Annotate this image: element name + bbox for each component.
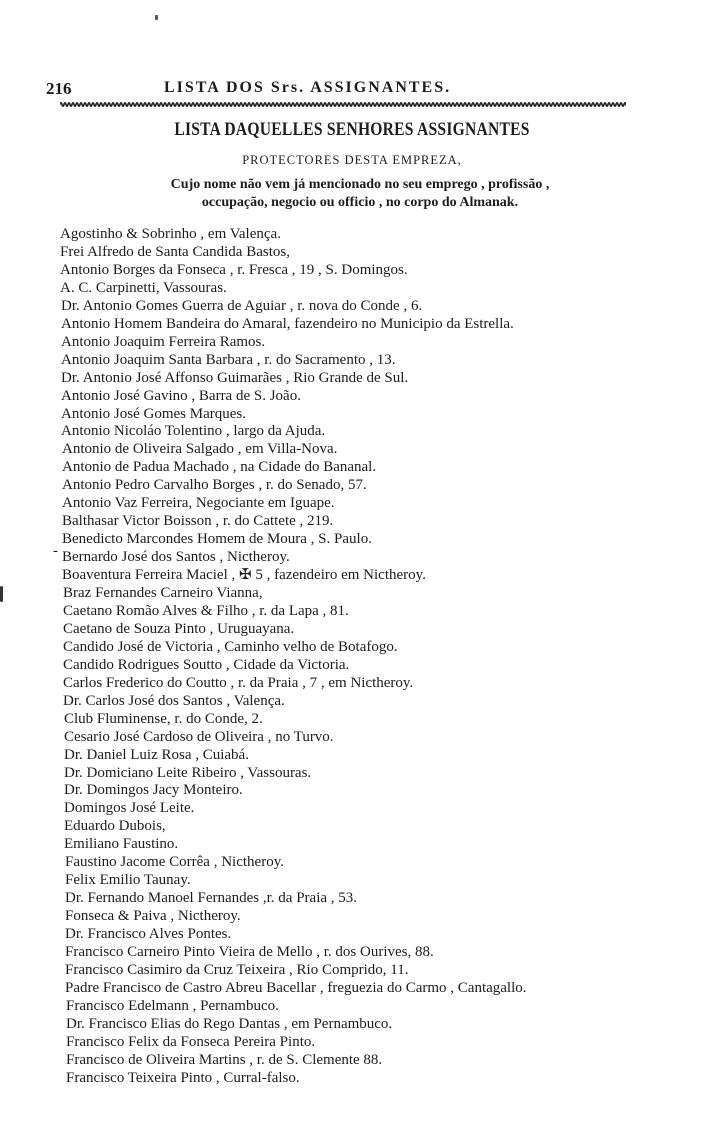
subscriber-entry: Candido José de Victoria , Caminho velho de Botafogo.: [63, 639, 398, 655]
subscriber-entry: Dr. Carlos José dos Santos , Valença.: [63, 693, 285, 709]
section-intro-line-1: Cujo nome não vem já mencionado no seu emprego , profissão ,: [170, 177, 550, 192]
subscriber-entry: Dr. Daniel Luiz Rosa , Cuiabá.: [64, 747, 249, 763]
subscriber-entry: Francisco Teixeira Pinto , Curral-falso.: [66, 1070, 300, 1086]
subscriber-entry: Dr. Domingos Jacy Monteiro.: [64, 782, 243, 798]
subscriber-entry: Fonseca & Paiva , Nictheroy.: [65, 908, 241, 924]
section-title: LISTA DAQUELLES SENHORES ASSIGNANTES: [174, 119, 530, 140]
subscriber-entry: Dr. Antonio Gomes Guerra de Aguiar , r. nova do Conde , 6.: [61, 298, 423, 314]
subscriber-entry: Dr. Fernando Manoel Fernandes ,r. da Praia , 53.: [65, 890, 358, 906]
subscriber-entry: Eduardo Dubois,: [64, 818, 166, 834]
subscriber-entry: Benedicto Marcondes Homem de Moura , S. Paulo.: [62, 531, 372, 547]
subscriber-entry: Francisco Edelmann , Pernambuco.: [66, 998, 279, 1014]
subscriber-entry: Antonio Pedro Carvalho Borges , r. do Senado, 57.: [62, 477, 367, 493]
subscriber-entry: Francisco Felix da Fonseca Pereira Pinto.: [66, 1034, 316, 1050]
running-title: LISTA DOS Srs. ASSIGNANTES.: [164, 79, 452, 96]
subscriber-entry: Candido Rodrigues Soutto , Cidade da Victoria.: [63, 657, 350, 673]
subscriber-entry: Dr. Domiciano Leite Ribeiro , Vassouras.: [64, 765, 312, 781]
subscriber-entry: Caetano de Souza Pinto , Uruguayana.: [63, 621, 295, 637]
section-subtitle: PROTECTORES DESTA EMPREZA,: [242, 153, 462, 167]
subscriber-entry: Felix Emilio Taunay.: [65, 872, 191, 888]
subscriber-entry: A. C. Carpinetti, Vassouras.: [60, 280, 227, 296]
subscriber-entry: Antonio Joaquim Santa Barbara , r. do Sacramento , 13.: [61, 352, 396, 368]
ornamental-rule-wave: [60, 101, 626, 108]
subscriber-entry: Agostinho & Sobrinho , em Valença.: [60, 226, 281, 242]
subscriber-entry: Domingos José Leite.: [64, 800, 195, 816]
subscriber-entry: Boaventura Ferreira Maciel , ✠ 5 , fazendeiro em Nictheroy.: [62, 567, 426, 583]
subscriber-entry: Dr. Francisco Elias do Rego Dantas , em Pernambuco.: [66, 1016, 393, 1032]
page-number: 216: [46, 79, 72, 98]
subscriber-entry: Braz Fernandes Carneiro Vianna,: [63, 585, 263, 601]
subscriber-entry: Carlos Frederico do Coutto , r. da Praia , 7 , em Nictheroy.: [63, 675, 414, 691]
subscriber-entry: Francisco Carneiro Pinto Vieira de Mello , r. dos Ourives, 88.: [65, 944, 434, 960]
subscriber-entry: Antonio José Gavino , Barra de S. João.: [61, 388, 301, 404]
ornamental-rule-path: [60, 103, 626, 107]
subscriber-entry: Bernardo José dos Santos , Nictheroy.: [62, 549, 290, 565]
subscriber-entry: Francisco Casimiro da Cruz Teixeira , Rio Comprido, 11.: [65, 962, 409, 978]
subscriber-entry: Cesario José Cardoso de Oliveira , no Turvo.: [64, 729, 334, 745]
subscriber-entry: Antonio de Oliveira Salgado , em Villa-Nova.: [62, 441, 338, 457]
subscriber-entry: Dr. Antonio José Affonso Guimarães , Rio Grande de Sul.: [61, 370, 409, 386]
ornamental-rule: [60, 101, 626, 108]
section-intro-line-2: occupação, negocio ou officio , no corpo do Almanak.: [201, 195, 519, 210]
subscriber-entry: Antonio Borges da Fonseca , r. Fresca , 19 , S. Domingos.: [60, 262, 408, 278]
subscriber-entry: Antonio José Gomes Marques.: [61, 406, 246, 422]
subscriber-entry: Antonio Homem Bandeira do Amaral, fazendeiro no Municipio da Estrella.: [61, 316, 514, 332]
ink-speck: [155, 15, 158, 20]
subscriber-entry: Padre Francisco de Castro Abreu Bacellar , freguezia do Carmo , Cantagallo.: [65, 980, 527, 996]
subscriber-list: [0, 225, 704, 1115]
subscriber-entry: Club Fluminense, r. do Conde, 2.: [64, 711, 263, 727]
subscriber-entry: Francisco de Oliveira Martins , r. de S. Clemente 88.: [66, 1052, 383, 1068]
margin-dash-mark: -: [53, 543, 58, 559]
subscriber-entry: Caetano Romão Alves & Filho , r. da Lapa , 81.: [63, 603, 349, 619]
subscriber-entry: Dr. Francisco Alves Pontes.: [65, 926, 232, 942]
subscriber-entry: Antonio Vaz Ferreira, Negociante em Iguape.: [62, 495, 335, 511]
subscriber-entry: Antonio Joaquim Ferreira Ramos.: [61, 334, 266, 350]
subscriber-entry: Antonio Nicoláo Tolentino , largo da Ajuda.: [61, 423, 326, 439]
subscriber-entry: Emiliano Faustino.: [64, 836, 179, 852]
running-header: [46, 79, 646, 101]
subscriber-entry: Antonio de Padua Machado , na Cidade do Bananal.: [62, 459, 377, 475]
subscriber-entry: Frei Alfredo de Santa Candida Bastos,: [60, 244, 290, 260]
subscriber-entry: Balthasar Victor Boisson , r. do Cattete , 219.: [62, 513, 334, 529]
subscriber-entry: Faustino Jacome Corrêa , Nictheroy.: [65, 854, 284, 870]
